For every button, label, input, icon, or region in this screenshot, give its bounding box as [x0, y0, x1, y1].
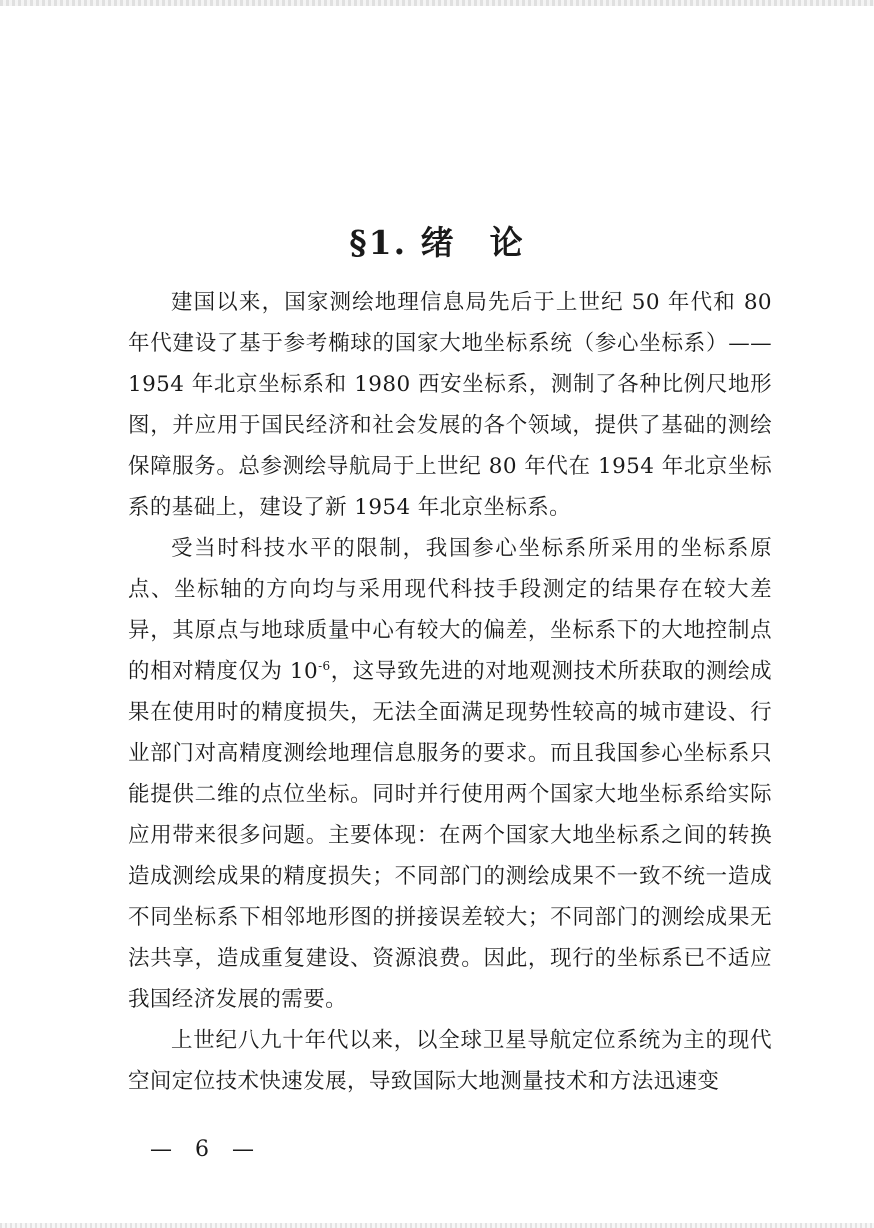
paragraph-3: 上世纪八九十年代以来，以全球卫星导航定位系统为主的现代空间定位技术快速发展，导致国际大地测量技术和方法迅速变 — [128, 1028, 772, 1094]
paragraph-2 — [128, 528, 772, 1020]
page-number: — 6 — — [150, 1137, 262, 1162]
title-part-1: 绪 — [420, 223, 456, 263]
section-title — [0, 220, 874, 266]
title-part-2: 论 — [489, 223, 525, 263]
body-text — [128, 282, 772, 1102]
paragraph-2-part-1: 受当时科技水平的限制，我国参心坐标系所采用的坐标系原点、坐标轴的方向均与采用现代科技手段测定的结果存在较大差异，其原点与地球质量中心有较大的偏差，坐标系下的大地控制点的相对精度仅为 10 — [128, 536, 772, 684]
exponent-superscript: -6 — [318, 658, 331, 673]
scan-edge-bottom — [0, 1223, 874, 1228]
paragraph-2-part-2: ，这导致先进的对地观测技术所获取的测绘成果在使用时的精度损失，无法全面满足现势性较高的城市建设、行业部门对高精度测绘地理信息服务的要求。而且我国参心坐标系只能提供二维的点位坐标。同时并行使用两个国家大地坐标系给实际应用带来很多问题。主要体现：在两个国家大地坐标系之间的转换造成测绘成果的精度损失；不同部门的测绘成果不一致不统一造成不同坐标系下相邻地形图的拼接误差较大；不同部门的测绘成果无法共享，造成重复建设、资源浪费。因此，现行的坐标系已不适应我国经济发展的需要。 — [128, 659, 772, 1012]
section-number: §1. — [349, 223, 408, 263]
scan-edge-top — [0, 0, 874, 6]
paragraph-1: 建国以来，国家测绘地理信息局先后于上世纪 50 年代和 80 年代建设了基于参考椭球的国家大地坐标系统（参心坐标系）——1954 年北京坐标系和 1980 西安坐标系，测制了各种比例尺地形图，并应用于国民经济和社会发展的各个领域，提供了基础的测绘保障服务。总参测绘导航局于上世纪 80 年代在 1954 年北京坐标系的基础上，建设了新 1954 年北京坐标系。 — [128, 290, 772, 520]
